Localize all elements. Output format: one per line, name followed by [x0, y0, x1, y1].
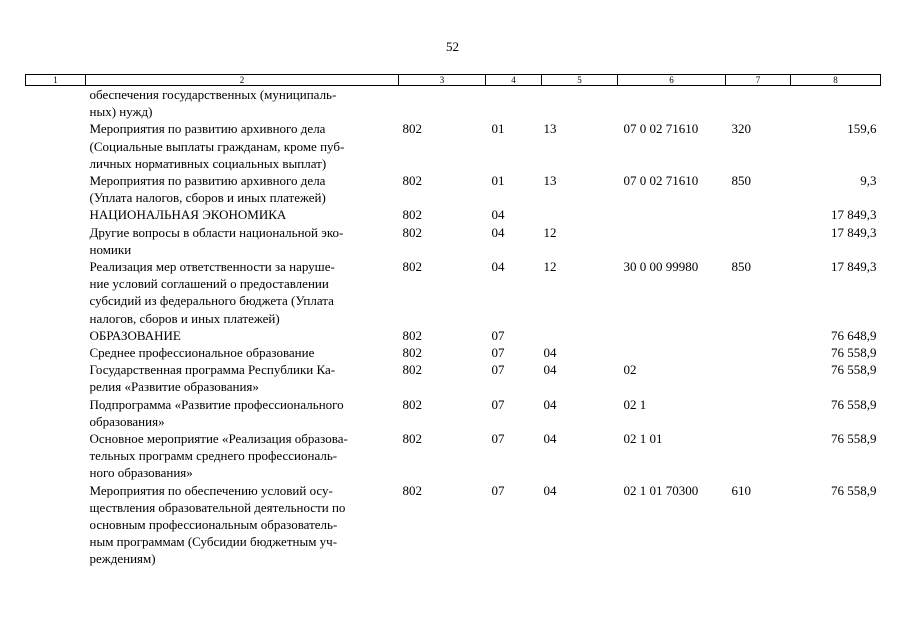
cell-code: [26, 327, 86, 344]
cell-grbs: 802: [402, 345, 422, 361]
column-number-header: [26, 75, 881, 86]
cell-expense-type: 850: [731, 259, 751, 275]
cell-code: [26, 361, 86, 395]
cell-grbs: 802: [402, 173, 422, 189]
cell-subsection: 13: [543, 173, 557, 189]
cell-subsection: 04: [543, 362, 557, 378]
cell-grbs: 802: [402, 362, 422, 378]
cell-grbs: 802: [402, 482, 422, 498]
cell-name: Мероприятия по обеспечению условий осу- ществления образовательной деятельности по основным профессиональным образователь- ным программам (Субсидии бюджетным уч- реждениям): [89, 482, 346, 567]
cell-amount: 76 648,9: [831, 327, 877, 343]
table-row: [26, 172, 881, 206]
cell-target-article: [618, 86, 726, 121]
cell-section: 07: [491, 482, 505, 498]
header-col-3: 3: [399, 75, 486, 86]
cell-amount: [791, 86, 881, 121]
header-row: [26, 75, 881, 86]
header-col-1: 1: [26, 75, 86, 86]
cell-amount: 17 849,3: [831, 259, 877, 275]
cell-target-article: 07 0 02 71610: [623, 173, 699, 189]
cell-expense-type: 320: [731, 121, 751, 137]
cell-grbs: 802: [402, 431, 422, 447]
cell-subsection: 13: [543, 121, 557, 137]
cell-target-article: 30 0 00 99980: [623, 259, 699, 275]
cell-grbs: 802: [402, 259, 422, 275]
cell-section: 04: [491, 224, 505, 240]
cell-section: 01: [491, 121, 505, 137]
cell-grbs: [399, 86, 486, 121]
cell-section: 07: [491, 396, 505, 412]
cell-subsection: 12: [543, 224, 557, 240]
page-number: 52: [446, 39, 459, 54]
header-col-7: 7: [726, 75, 791, 86]
cell-expense-type: [726, 344, 791, 361]
cell-code: [26, 120, 86, 172]
cell-name: Государственная программа Республики Ка- релия «Развитие образования»: [89, 362, 336, 395]
cell-target-article: [618, 224, 726, 258]
cell-subsection: [542, 327, 618, 344]
cell-code: [26, 206, 86, 223]
cell-grbs: 802: [402, 207, 422, 223]
cell-section: 07: [491, 327, 505, 343]
cell-target-article: [618, 327, 726, 344]
header-col-2: 2: [86, 75, 399, 86]
cell-subsection: [542, 206, 618, 223]
cell-code: [26, 224, 86, 258]
cell-code: [26, 396, 86, 430]
table-row: [26, 361, 881, 395]
cell-name: НАЦИОНАЛЬНАЯ ЭКОНОМИКА: [89, 207, 287, 223]
table-row: [26, 396, 881, 430]
cell-grbs: 802: [402, 224, 422, 240]
cell-grbs: 802: [402, 121, 422, 137]
cell-amount: 76 558,9: [831, 431, 877, 447]
cell-section: 04: [491, 259, 505, 275]
cell-amount: 76 558,9: [831, 345, 877, 361]
cell-amount: 159,6: [847, 121, 877, 137]
cell-name: Мероприятия по развитию архивного дела (Социальные выплаты гражданам, кроме пуб- личных нормативных социальных выплат): [89, 121, 345, 171]
cell-target-article: 02: [623, 362, 637, 378]
cell-section: 01: [491, 173, 505, 189]
cell-amount: 76 558,9: [831, 482, 877, 498]
cell-grbs: 802: [402, 327, 422, 343]
cell-expense-type: 850: [731, 173, 751, 189]
header-col-5: 5: [542, 75, 618, 86]
cell-grbs: 802: [402, 396, 422, 412]
cell-amount: 17 849,3: [831, 224, 877, 240]
cell-amount: 76 558,9: [831, 396, 877, 412]
cell-expense-type: 610: [731, 482, 751, 498]
cell-subsection: 04: [543, 345, 557, 361]
cell-subsection: 12: [543, 259, 557, 275]
cell-expense-type: [726, 224, 791, 258]
cell-section: [486, 86, 542, 121]
cell-expense-type: [726, 361, 791, 395]
cell-subsection: 04: [543, 431, 557, 447]
cell-expense-type: [726, 396, 791, 430]
cell-name: ОБРАЗОВАНИЕ: [89, 327, 181, 343]
cell-target-article: [618, 344, 726, 361]
header-col-8: 8: [791, 75, 881, 86]
cell-section: 07: [491, 431, 505, 447]
table-row: [26, 258, 881, 327]
cell-expense-type: [726, 206, 791, 223]
cell-target-article: 02 1 01: [623, 431, 663, 447]
cell-code: [26, 344, 86, 361]
table-row: [26, 482, 881, 568]
cell-expense-type: [726, 86, 791, 121]
cell-section: 07: [491, 362, 505, 378]
cell-name: Среднее профессиональное образование: [89, 345, 315, 361]
cell-subsection: 04: [543, 482, 557, 498]
cell-name: Реализация мер ответственности за наруше- ние условий соглашений о предоставлении субсидий из федерального бюджета (Уплата налогов, сборов и иных платежей): [89, 259, 335, 326]
header-col-6: 6: [618, 75, 726, 86]
cell-target-article: 07 0 02 71610: [623, 121, 699, 137]
table-row: [26, 86, 881, 121]
cell-code: [26, 86, 86, 121]
cell-name: Подпрограмма «Развитие профессионального образования»: [89, 396, 344, 429]
cell-expense-type: [726, 430, 791, 482]
table-row: [26, 120, 881, 172]
table-row: [26, 430, 881, 482]
cell-target-article: 02 1: [623, 396, 647, 412]
table-row: [26, 206, 881, 223]
table-body: [26, 86, 881, 568]
cell-section: 07: [491, 345, 505, 361]
cell-name: Мероприятия по развитию архивного дела (Уплата налогов, сборов и иных платежей): [89, 173, 326, 206]
cell-code: [26, 258, 86, 327]
cell-target-article: 02 1 01 70300: [623, 482, 699, 498]
header-col-4: 4: [486, 75, 542, 86]
cell-amount: 17 849,3: [831, 207, 877, 223]
cell-name: Основное мероприятие «Реализация образова- тельных программ среднего профессиональ- ного образования»: [89, 431, 348, 481]
cell-amount: 76 558,9: [831, 362, 877, 378]
cell-target-article: [618, 206, 726, 223]
cell-section: 04: [491, 207, 505, 223]
table-row: [26, 344, 881, 361]
budget-table: [25, 74, 881, 568]
table-row: [26, 224, 881, 258]
cell-name: Другие вопросы в области национальной эко- номики: [89, 224, 344, 257]
cell-expense-type: [726, 327, 791, 344]
cell-code: [26, 482, 86, 568]
cell-subsection: [542, 86, 618, 121]
cell-subsection: 04: [543, 396, 557, 412]
cell-amount: 9,3: [860, 173, 877, 189]
table-row: [26, 327, 881, 344]
cell-name: обеспечения государственных (муниципаль- ных) нужд): [89, 87, 337, 120]
cell-code: [26, 430, 86, 482]
cell-code: [26, 172, 86, 206]
